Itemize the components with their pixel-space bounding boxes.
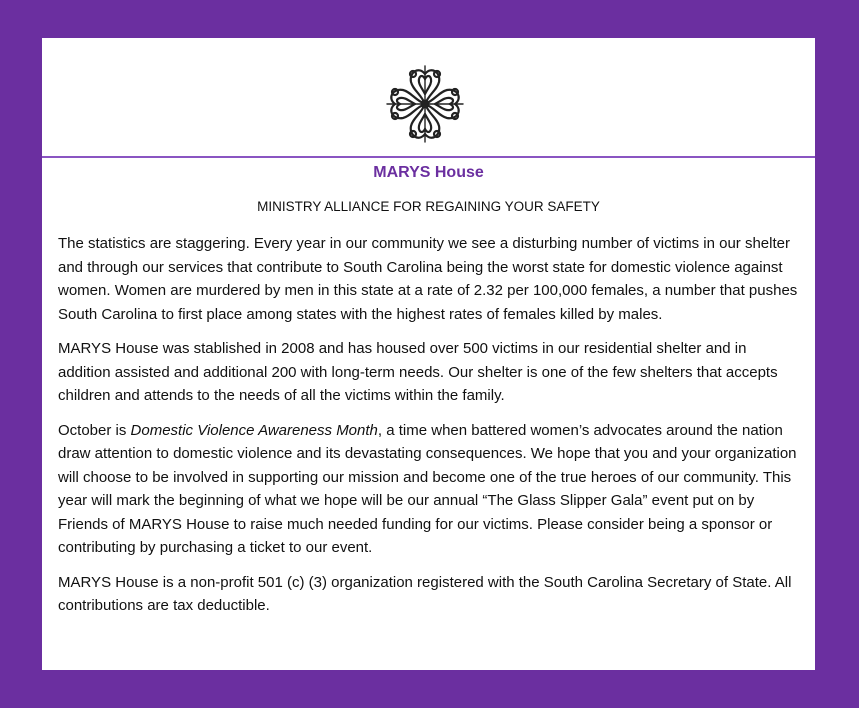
paragraph-awareness-intro: October is	[58, 421, 131, 439]
paragraph-nonprofit-status: MARYS House is a non-profit 501 (c) (3) organization registered with the South Carolina Secretary of State. All contributions are tax deductible.	[58, 573, 792, 614]
organization-full-name: MINISTRY ALLIANCE FOR REGAINING YOUR SAFETY	[257, 199, 600, 214]
paragraph-awareness-month	[58, 419, 803, 560]
header-divider	[42, 156, 815, 158]
paragraph-awareness-rest: , a time when battered women’s advocates around the nation draw attention to domestic violence and its devastating consequences. We hope that you and your organization will choose to be involved in supporting our mission and become one of the true heroes of our community. This year will mark the beginning of what we hope will be our annual “The Glass Slipper Gala” event put on by Friends of MARYS House to raise much needed funding for our victims. Please consider being a sponsor or contributing by purchasing a ticket to our event.	[58, 421, 797, 556]
letter-body	[58, 232, 803, 629]
organization-name: MARYS House	[373, 164, 484, 181]
paragraph-statistics: The statistics are staggering. Every year in our community we see a disturbing number of victims in our shelter and through our services that contribute to South Carolina being the worst state for domestic violence against women. Women are murdered by men in this state at a rate of 2.32 per 100,000 females, a number that pushes South Carolina to first place among states with the highest rates of females killed by males.	[58, 235, 798, 323]
ornamental-quatrefoil-icon	[381, 60, 469, 148]
letter-page	[42, 38, 815, 670]
awareness-month-name: Domestic Violence Awareness Month	[130, 421, 378, 439]
paragraph-history: MARYS House was stablished in 2008 and has housed over 500 victims in our residential shelter and in addition assisted and additional 200 with long-term needs. Our shelter is one of the few shelters that accepts children and attends to the needs of all the victims within the family.	[58, 340, 778, 404]
